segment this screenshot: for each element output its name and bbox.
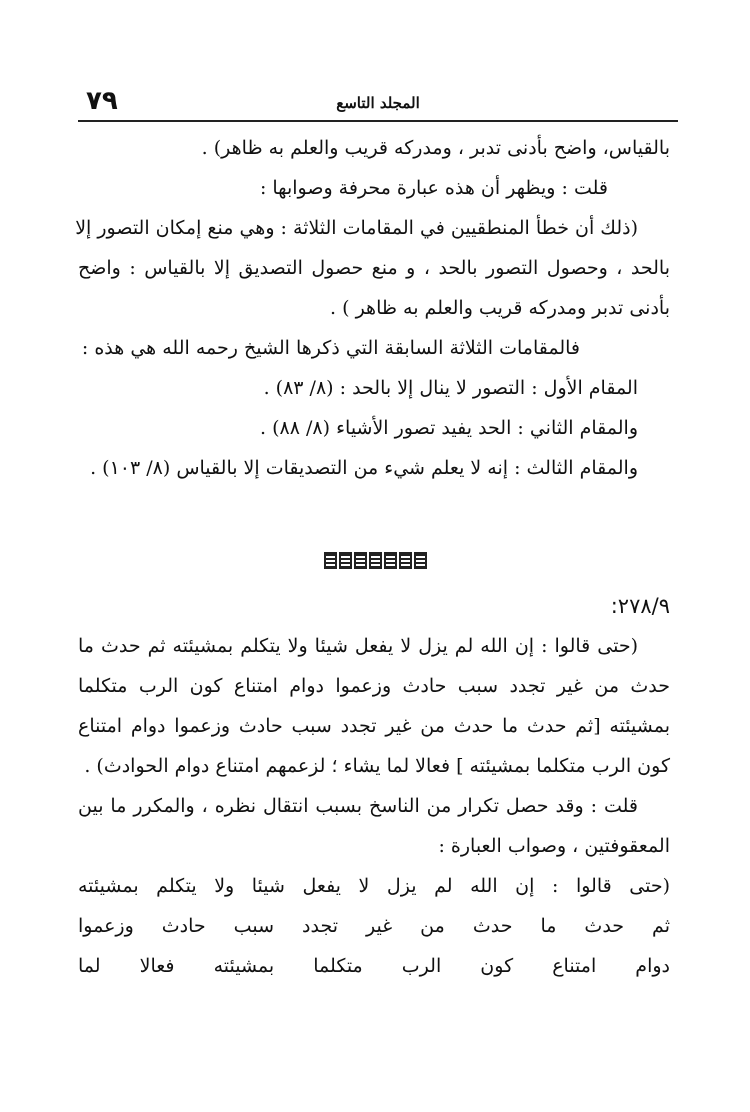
divider-ornament [384,552,397,569]
text-line: قلت : ويظهر أن هذه عبارة محرفة وصوابها : [259,177,608,199]
text-line: فالمقامات الثلاثة السابقة التي ذكرها الشيخ رحمه الله هي هذه : [81,337,580,359]
text-line: المعقوفتين ، وصواب العبارة : [438,835,670,857]
text-line: بأدنى تدبر ومدركه قريب والعلم به ظاهر ) . [330,297,670,319]
volume-page-reference: ٢٧٨/٩: [610,594,670,618]
divider-ornament [369,552,382,569]
running-head: المجلد التاسع [336,94,420,112]
text-line: (ذلك أن خطأ المنطقيين في المقامات الثلاثة : وهي منع إمكان التصور إلا [75,217,638,239]
text-line: المقام الأول : التصور لا ينال إلا بالحد : (٨/ ٨٣) . [263,377,638,399]
text-line: قلت : وقد حصل تكرار من الناسخ بسبب انتقال نظره ، والمكرر ما بين [78,795,638,817]
divider-ornament [399,552,412,569]
page-header [78,86,678,122]
text-line: بالقياس، واضح بأدنى تدبر ، ومدركه قريب والعلم به ظاهر) . [201,137,670,159]
text-line: حدث من غير تجدد سبب حادث وزعموا دوام امتناع كون الرب متكلما [78,675,670,697]
text-line: (حتى قالوا : إن الله لم يزل لا يفعل شيئا ولا يتكلم بمشيئته ثم حدث ما [78,635,638,657]
section-2-text [78,586,670,986]
section-divider [0,552,750,573]
divider-ornament [414,552,427,569]
text-line: (حتى قالوا : إن الله لم يزل لا يفعل شيئا ولا يتكلم بمشيئته [78,875,670,897]
text-line: بمشيئته [ثم حدث ما حدث من غير تجدد سبب حادث وزعموا دوام امتناع [78,715,670,737]
text-line: كون الرب متكلما بمشيئته ] فعالا لما يشاء ؛ لزعمهم امتناع دوام الحوادث) . [84,755,670,777]
page-number: ٧٩ [86,86,118,116]
divider-ornament [339,552,352,569]
text-line: والمقام الثاني : الحد يفيد تصور الأشياء (٨/ ٨٨) . [260,417,638,439]
divider-ornament [354,552,367,569]
divider-ornament [324,552,337,569]
text-line: ثم حدث ما حدث من غير تجدد سبب حادث وزعموا [78,915,670,937]
text-line: دوام امتناع كون الرب متكلما بمشيئته فعالا لما [78,955,670,977]
text-line: والمقام الثالث : إنه لا يعلم شيء من التصديقات إلا بالقياس (٨/ ١٠٣) . [90,457,638,479]
text-line: بالحد ، وحصول التصور بالحد ، و منع حصول التصديق إلا بالقياس : واضح [78,257,670,279]
section-1-text [75,128,670,488]
